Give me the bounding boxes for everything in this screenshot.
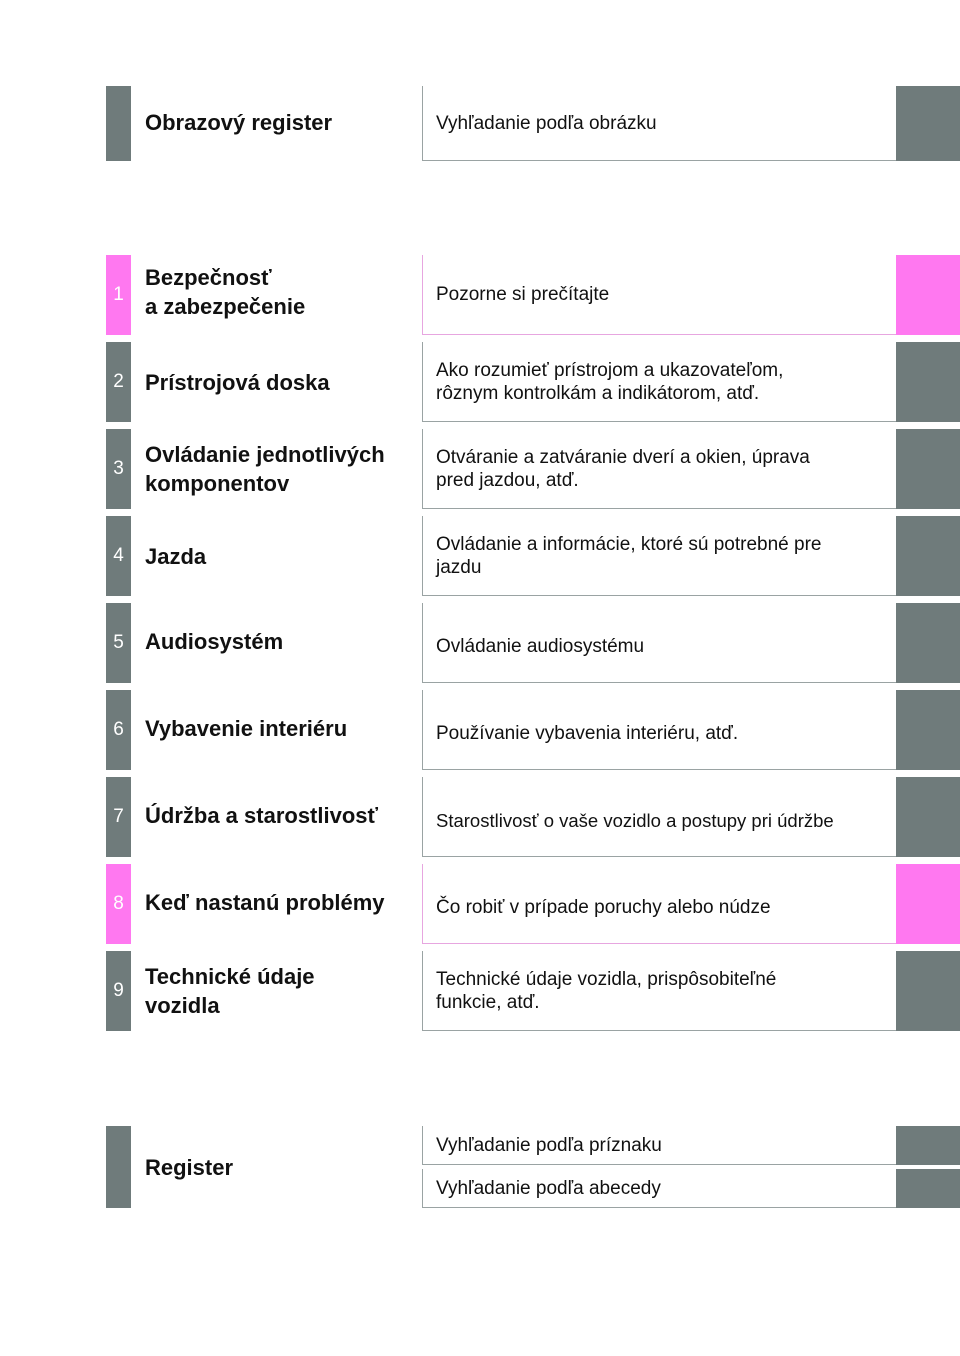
chapter-desc: Používanie vybavenia interiéru, atď. bbox=[422, 690, 896, 770]
picture-index-marker bbox=[106, 86, 131, 161]
picture-index-tab[interactable] bbox=[896, 86, 960, 161]
chapter-title: Audiosystém bbox=[145, 629, 284, 654]
picture-index-desc: Vyhľadanie podľa obrázku bbox=[422, 86, 896, 161]
index-symptom-tab[interactable] bbox=[896, 1126, 960, 1165]
chapter-desc: Ovládanie a informácie, ktoré sú potrebné pre jazdu bbox=[422, 516, 896, 596]
chapter-title: Vybavenie interiéru bbox=[145, 716, 348, 741]
chapter-row-4[interactable] bbox=[106, 516, 960, 596]
chapter-desc: Ako rozumieť prístrojom a ukazovateľom, rôznym kontrolkám a indikátorom, atď. bbox=[422, 342, 896, 422]
chapter-tab[interactable] bbox=[896, 429, 960, 509]
chapter-number: 6 bbox=[106, 690, 131, 770]
chapter-tab[interactable] bbox=[896, 690, 960, 770]
chapter-row-7[interactable] bbox=[106, 777, 960, 857]
chapter-number: 3 bbox=[106, 429, 131, 509]
chapter-row-8[interactable] bbox=[106, 864, 960, 944]
chapter-tab[interactable] bbox=[896, 777, 960, 857]
index-title: Register bbox=[145, 1154, 234, 1180]
index-marker bbox=[106, 1126, 131, 1208]
chapter-title: Bezpečnosť a zabezpečenie bbox=[145, 265, 306, 319]
chapter-tab[interactable] bbox=[896, 255, 960, 335]
chapter-number: 1 bbox=[106, 255, 131, 335]
chapter-number: 9 bbox=[106, 951, 131, 1031]
chapter-row-6[interactable] bbox=[106, 690, 960, 770]
chapter-desc: Starostlivosť o vaše vozidlo a postupy pri údržbe bbox=[422, 777, 896, 857]
chapter-desc: Ovládanie audiosystému bbox=[422, 603, 896, 683]
index-alphabet-tab[interactable] bbox=[896, 1169, 960, 1208]
picture-index-row[interactable] bbox=[106, 86, 960, 161]
chapter-row-1[interactable] bbox=[106, 255, 960, 335]
chapter-title: Keď nastanú problémy bbox=[145, 890, 385, 915]
index-alphabet-link[interactable]: Vyhľadanie podľa abecedy bbox=[422, 1169, 896, 1208]
chapter-desc: Technické údaje vozidla, prispôsobiteľné funkcie, atď. bbox=[422, 951, 896, 1031]
chapter-desc: Otváranie a zatváranie dverí a okien, úprava pred jazdou, atď. bbox=[422, 429, 896, 509]
chapter-number: 8 bbox=[106, 864, 131, 944]
chapter-number: 2 bbox=[106, 342, 131, 422]
chapter-title: Prístrojová doska bbox=[145, 369, 330, 395]
chapter-tab[interactable] bbox=[896, 342, 960, 422]
chapter-row-5[interactable] bbox=[106, 603, 960, 683]
chapter-title: Ovládanie jednotlivých komponentov bbox=[145, 442, 385, 496]
chapter-number: 4 bbox=[106, 516, 131, 596]
chapter-tab[interactable] bbox=[896, 864, 960, 944]
index-row bbox=[106, 1126, 960, 1208]
chapter-tab[interactable] bbox=[896, 603, 960, 683]
chapter-number: 7 bbox=[106, 777, 131, 857]
chapter-row-3[interactable] bbox=[106, 429, 960, 509]
chapter-desc: Pozorne si prečítajte bbox=[422, 255, 896, 335]
chapter-title: Technické údaje vozidla bbox=[145, 964, 315, 1018]
chapter-tab[interactable] bbox=[896, 516, 960, 596]
picture-index-title: Obrazový register bbox=[145, 110, 333, 135]
chapter-row-9[interactable] bbox=[106, 951, 960, 1031]
chapter-desc: Čo robiť v prípade poruchy alebo núdze bbox=[422, 864, 896, 944]
index-symptom-link[interactable]: Vyhľadanie podľa príznaku bbox=[422, 1126, 896, 1165]
chapter-title: Údržba a starostlivosť bbox=[145, 803, 379, 828]
chapter-row-2[interactable] bbox=[106, 342, 960, 422]
chapter-number: 5 bbox=[106, 603, 131, 683]
chapter-tab[interactable] bbox=[896, 951, 960, 1031]
chapter-title: Jazda bbox=[145, 543, 207, 569]
